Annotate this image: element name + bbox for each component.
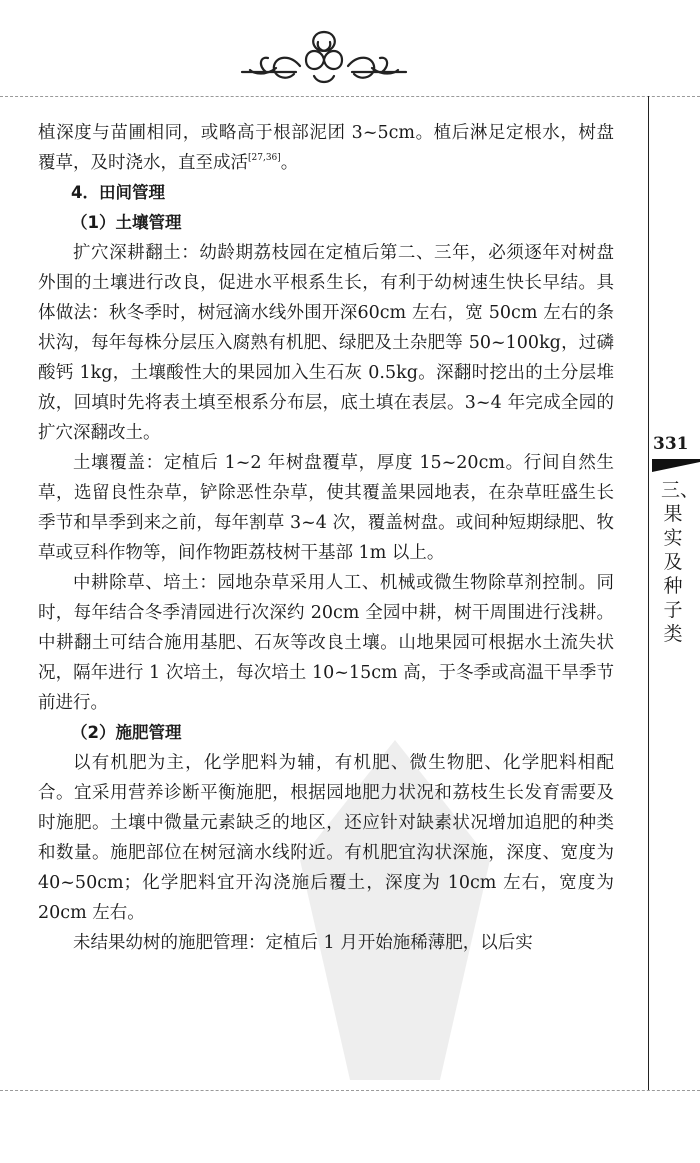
paragraph-continuation: 植深度与苗圃相同，或略高于根部泥团 3~5cm。植后淋足定根水，树盘覆草，及时浇水，直至成活[27,36]。 — [38, 123, 614, 173]
side-tab-wedge — [652, 462, 700, 472]
paragraph: 土壤覆盖：定植后 1~2 年树盘覆草，厚度 15~20cm。行间自然生草，选留良性杂草，铲除恶性杂草，使其覆盖果园地表，在杂草旺盛生长季节和旱季到来之前，每年割草 3~4 次，覆盖树盘。或间种短期绿肥、牧草或豆科作物等，间作物距荔枝树干基部 1m 以上。 — [38, 453, 614, 563]
paragraph: 中耕除草、培土：园地杂草采用人工、机械或微生物除草剂控制。同时，每年结合冬季清园进行次深约 20cm 全园中耕，树干周围进行浅耕。中耕翻土可结合施用基肥、石灰等改良土壤。山地果园可根据水土流失状况，隔年进行 1 次培土，每次培土 10~15cm 高，于冬季或高温干旱季节前进行。 — [38, 573, 614, 713]
side-rule — [648, 96, 649, 1091]
scroll-ornament-icon — [236, 26, 412, 90]
citation-superscript: [27,36] — [248, 153, 281, 163]
body-text — [38, 118, 614, 958]
paragraph: 以有机肥为主，化学肥料为辅，有机肥、微生物肥、化学肥料相配合。宜采用营养诊断平衡施肥，根据园地肥力状况和荔枝生长发育需要及时施肥。土壤中微量元素缺乏的地区，还应针对缺素状况增加追肥的种类和数量。施肥部位在树冠滴水线附近。有机肥宜沟状深施，深度、宽度为 40~50cm；化学肥料宜开沟浇施后覆土，深度为 10cm 左右，宽度为 20cm 左右。 — [38, 753, 614, 923]
subsection-heading: （1）土壤管理 — [71, 213, 182, 232]
page-number: 331 — [653, 434, 689, 454]
footer-rule — [0, 1090, 700, 1091]
paragraph: 未结果幼树的施肥管理：定植后 1 月开始施稀薄肥，以后实 — [73, 933, 533, 953]
paragraph: 扩穴深耕翻土：幼龄期荔枝园在定植后第二、三年，必须逐年对树盘外围的土壤进行改良，促进水平根系生长，有利于幼树速生快长早结。具体做法：秋冬季时，树冠滴水线外围开深60cm 左右，宽 50cm 左右的条状沟，每年每株分层压入腐熟有机肥、绿肥及土杂肥等 50~100kg，过磷酸钙 1kg，土壤酸性大的果园加入生石灰 0.5kg。深翻时挖出的土分层堆放，回填时先将表土填至根系分布层，底土填在表层。3~4 年完成全园的扩穴深翻改土。 — [38, 243, 614, 443]
chapter-label: 三、果实及种子类 — [661, 479, 700, 645]
subsection-heading: （2）施肥管理 — [71, 723, 182, 742]
section-heading: 4．田间管理 — [71, 183, 165, 202]
header-rule — [0, 96, 700, 97]
